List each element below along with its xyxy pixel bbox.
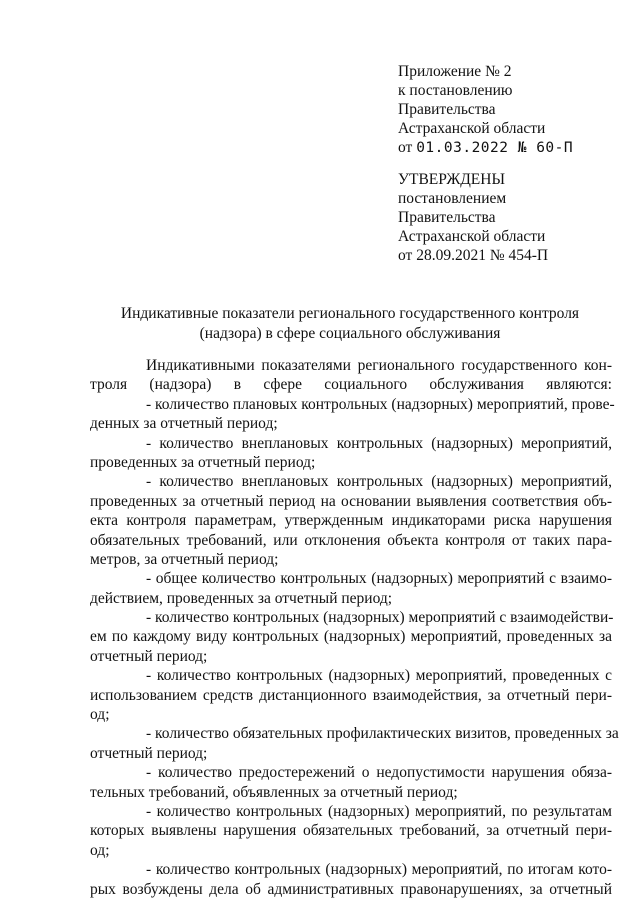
approved-heading: УТВЕРЖДЕНЫ [398, 171, 505, 188]
body-line: проведенных за отчетный период на основании выявления соответствия объ- [90, 492, 612, 510]
body-line: проведенных за отчетный период; [90, 453, 316, 471]
appendix-date-prefix: от [398, 139, 413, 156]
body-line: од; [90, 841, 110, 859]
body-line: екта контроля параметрам, утвержденным индикаторами риска нарушения [90, 512, 612, 530]
body-line: ем по каждому виду контрольных (надзорных) мероприятий, проведенных за [90, 628, 612, 646]
body-line: - количество внеплановых контрольных (надзорных) мероприятий, [146, 473, 612, 491]
appendix-government: Правительства [398, 101, 496, 118]
body-line: - количество плановых контрольных (надзорных) мероприятий, прове- [146, 395, 615, 413]
body-line: отчетный период; [90, 744, 208, 762]
body-line: обязательных требований, или отклонения объекта контроля от таких пара- [90, 531, 612, 549]
approved-region: Астраханской области [398, 228, 546, 245]
document-title [90, 304, 610, 344]
approved-government: Правительства [398, 209, 496, 226]
approved-date: от 28.09.2021 № 454-П [398, 247, 549, 264]
approval-block [398, 170, 618, 265]
body-line: троля (надзора) в сфере социального обслуживания являются: [90, 376, 612, 394]
appendix-to-resolution: к постановлению [398, 82, 513, 99]
body-line: действием, проведенных за отчетный период; [90, 589, 393, 607]
body-line: - общее количество контрольных (надзорных) мероприятий с взаимо- [146, 570, 612, 588]
body-line: - количество контрольных (надзорных) мероприятий, проведенных с [146, 667, 612, 685]
body-line: использованием средств дистанционного взаимодействия, за отчетный пери- [90, 686, 612, 704]
body-line: - количество контрольных (надзорных) мероприятий, по результатам [146, 802, 612, 820]
document-body [90, 356, 619, 899]
body-line: - количество контрольных (надзорных) мероприятий, по итогам кото- [146, 861, 612, 879]
appendix-region: Астраханской области [398, 120, 546, 137]
body-line: - количество обязательных профилактических визитов, проведенных за [146, 725, 619, 743]
body-line: которых выявлены нарушения обязательных требований, за отчетный пери- [90, 822, 612, 840]
appendix-date-number: 01.03.2022 № 60-П [416, 140, 574, 156]
title-line-2: (надзора) в сфере социального обслуживания [199, 325, 501, 342]
body-line: - количество контрольных (надзорных) мероприятий с взаимодействи- [146, 609, 614, 627]
body-line: Индикативными показателями регионального государственного кон- [146, 357, 612, 374]
approved-by-resolution: постановлением [398, 190, 507, 207]
body-line: метров, за отчетный период; [90, 550, 279, 568]
body-line: тельных требований, объявленных за отчетный период; [90, 783, 458, 801]
body-line: денных за отчетный период; [90, 415, 278, 433]
appendix-number: Приложение № 2 [398, 63, 512, 80]
body-line: рых возбуждены дела об административных правонарушениях, за отчетный [90, 880, 612, 898]
body-line: - количество предостережений о недопустимости нарушения обяза- [146, 764, 612, 782]
body-line: од; [90, 706, 110, 724]
appendix-header [398, 62, 618, 158]
body-line: отчетный период; [90, 647, 208, 665]
body-line: - количество внеплановых контрольных (надзорных) мероприятий, [146, 434, 612, 452]
title-line-1: Индикативные показатели регионального государственного контроля [120, 305, 580, 322]
appendix-date-line [398, 138, 618, 158]
